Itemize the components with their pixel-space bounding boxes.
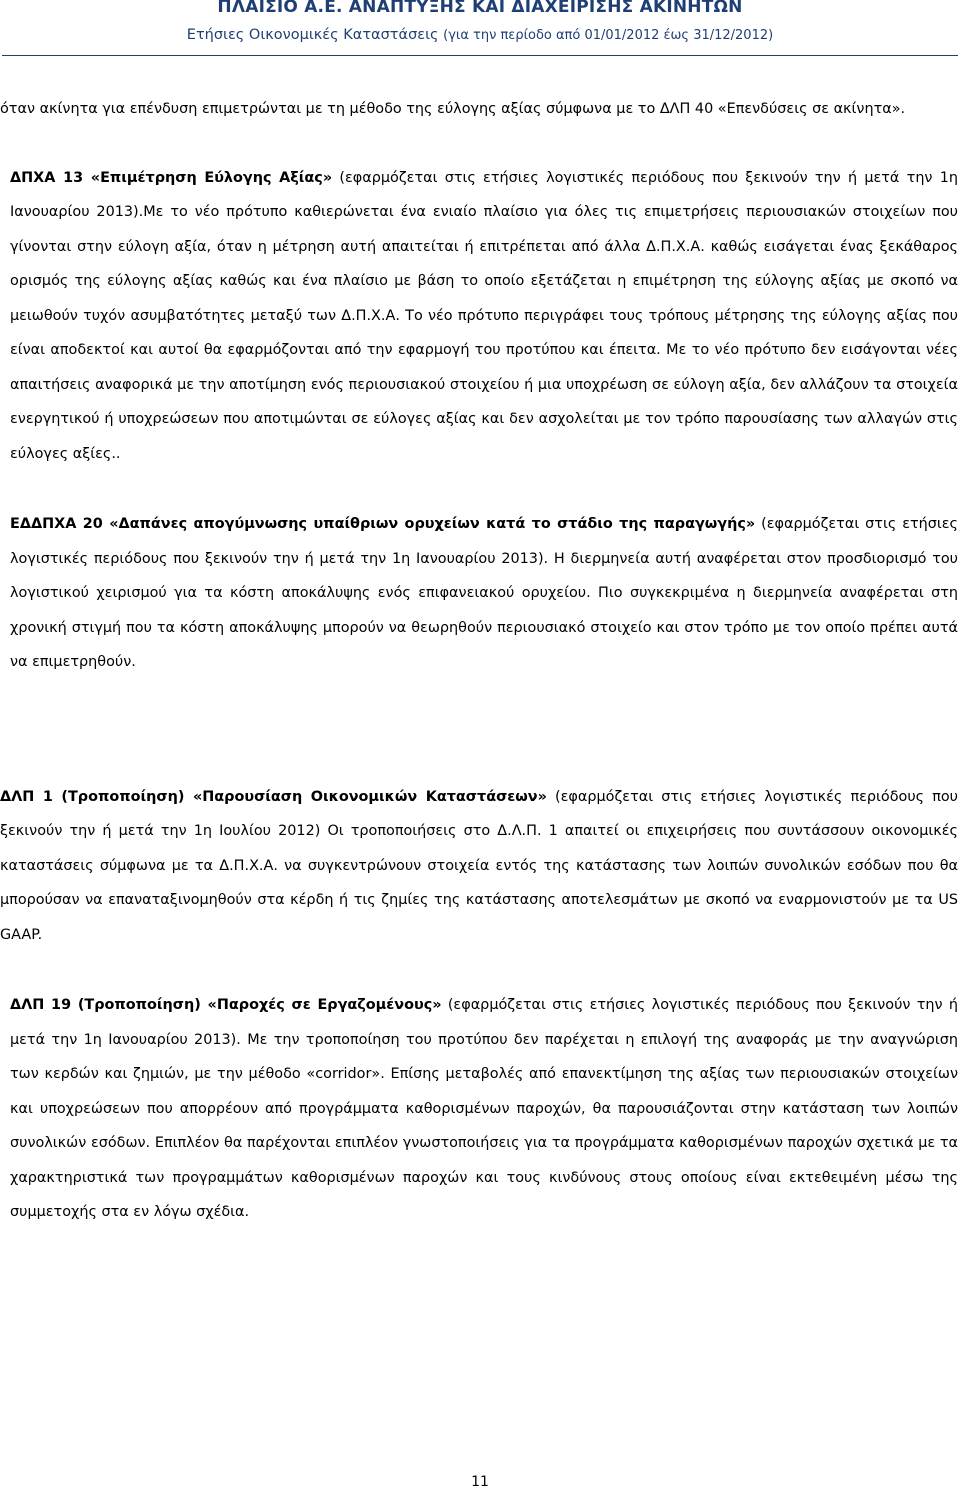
ias1-heading: ΔΛΠ 1 (Τροποποίηση) «Παρουσίαση Οικονομικών Καταστάσεων» (0, 788, 547, 805)
header-divider (2, 55, 958, 56)
spacer (0, 680, 958, 780)
spacer (0, 952, 958, 988)
ifric20-heading: ΕΔΔΠΧΑ 20 «Δαπάνες απογύμνωσης υπαίθριων ορυχείων κατά το στάδιο της παραγωγής» (10, 516, 756, 532)
report-subtitle (2, 24, 958, 47)
company-title: ΠΛΑΙΣΙΟ Α.Ε. ΑΝΑΠΤΥΞΗΣ ΚΑΙ ΔΙΑΧΕΙΡΙΣΗΣ ΑΚΙΝΗΤΩΝ (217, 0, 743, 17)
ifrs13-heading: ΔΠΧΑ 13 «Επιμέτρηση Εύλογης Αξίας» (10, 169, 333, 186)
ias1-text: (εφαρμόζεται στις ετήσιες λογιστικές περιόδους που ξεκινούν την ή μετά την 1η Ιουλίου 2012) Οι τροποποιήσεις στο Δ.Λ.Π. 1 απαιτεί οι επιχειρήσεις που συντάσσουν οικονομικές καταστάσεις σύμφωνα με τα Δ.Π.Χ.Α. να συγκεντρώνουν στοιχεία εντός της κατάστασης των λοιπών συνολικών εσόδων που θα μπορούσαν να επαναταξινομηθούν στα κέρδη ή τις ζημίες της κατάστασης αποτελεσμάτων με σκοπό να εναρμονιστούν με τα US GAAP. (0, 788, 958, 943)
ifrs13-text: (εφαρμόζεται στις ετήσιες λογιστικές περιόδους που ξεκινούν την ή μετά την 1η Ιανουαρίου 2013).Με το νέο πρότυπο καθιερώνεται ένα ενιαίο πλαίσιο για όλες τις επιμετρήσεις περιουσιακών στοιχείων που γίνονται στην εύλογη αξία, όταν η μέτρηση αυτή απαιτείται ή επιτρέπεται από άλλα Δ.Π.Χ.Α. καθώς εισάγεται ένας ξεκάθαρος ορισμός της εύλογης αξίας καθώς και ένα πλαίσιο με βάση το οποίο εξετάζεται η επιμέτρηση της εύλογης αξίας με σκοπό να μειωθούν τυχόν ασυμβατότητες μεταξύ των Δ.Π.Χ.Α. Το νέο πρότυπο περιγράφει τους τρόπους μέτρησης της εύλογης αξίας που είναι αποδεκτοί και αυτοί θα εφαρμόζονται από την εφαρμογή του προτύπου και έπειτα. Με το νέο πρότυπο δεν εισάγονται νέες απαιτήσεις αναφορικά με την αποτίμηση ενός περιουσιακού στοιχείου ή μια υποχρέωση σε εύλογη αξία, δεν αλλάζουν τα στοιχεία ενεργητικού ή υποχρεώσεων που αποτιμώνται σε εύλογες αξίας και δεν ασχολείται με τον τρόπο παρουσίασης των αλλαγών στις εύλογες αξίες.. (10, 169, 958, 462)
spacer (0, 127, 958, 161)
report-period: (για την περίοδο από 01/01/2012 έως 31/12/2012) (443, 28, 774, 43)
report-subtitle-main: Ετήσιες Οικονομικές Καταστάσεις (186, 27, 444, 43)
paragraph-ifrs13 (0, 161, 958, 472)
spacer (0, 471, 958, 507)
ifric20-text: (εφαρμόζεται στις ετήσιες λογιστικές περιόδους που ξεκινούν την ή μετά την 1η Ιανουαρίου 2013). Η διερμηνεία αυτή αναφέρεται στον προσδιορισμό του λογιστικού χειρισμού για τα κόστη αποκάλυψης ενός επιφανειακού ορυχείου. Πιο συγκεκριμένα η διερμηνεία αναφέρεται στη χρονική στιγμή που τα κόστη αποκάλυψης μπορούν να θεωρηθούν περιουσιακό στοιχείο και στον τρόπο με τον οποίο πρέπει αυτά να επιμετρηθούν. (10, 516, 958, 670)
paragraph-investment-property: όταν ακίνητα για επένδυση επιμετρώνται με τη μέθοδο της εύλογης αξίας σύμφωνα με το ΔΛΠ 40 «Επενδύσεις σε ακίνητα». (0, 101, 906, 117)
paragraph-ifric20 (0, 507, 958, 680)
ias19-text: (εφαρμόζεται στις ετήσιες λογιστικές περιόδους που ξεκινούν την ή μετά την 1η Ιανουαρίου 2013). Με την τροποποίηση του προτύπου δεν παρέχεται η επιλογή της αναφοράς με την αναγνώριση των κερδών και ζημιών, με την μέθοδο «corridor». Επίσης μεταβολές από επανεκτίμηση της αξίας των περιουσιακών στοιχείων και υποχρεώσεων που απορρέουν από προγράμματα καθορισμένων παροχών, θα παρουσιάζονται στην κατάσταση των λοιπών συνολικών εσόδων. Επιπλέον θα παρέχονται επιπλέον γνωστοποιήσεις για τα προγράμματα καθορισμένων παροχών σχετικά με τα χαρακτηριστικά των προγραμμάτων καθορισμένων παροχών και τους κινδύνους στους οποίους είναι εκτεθειμένη μέσω της συμμετοχής στα εν λόγω σχέδια. (10, 997, 958, 1220)
page-number: 11 (471, 1474, 489, 1490)
page-header (2, 0, 958, 56)
paragraph-ias19 (0, 988, 958, 1230)
paragraph-ias1 (0, 780, 958, 953)
document-body (0, 92, 958, 1230)
ias19-heading: ΔΛΠ 19 (Τροποποίηση) «Παροχές σε Εργαζομένους» (10, 997, 442, 1013)
